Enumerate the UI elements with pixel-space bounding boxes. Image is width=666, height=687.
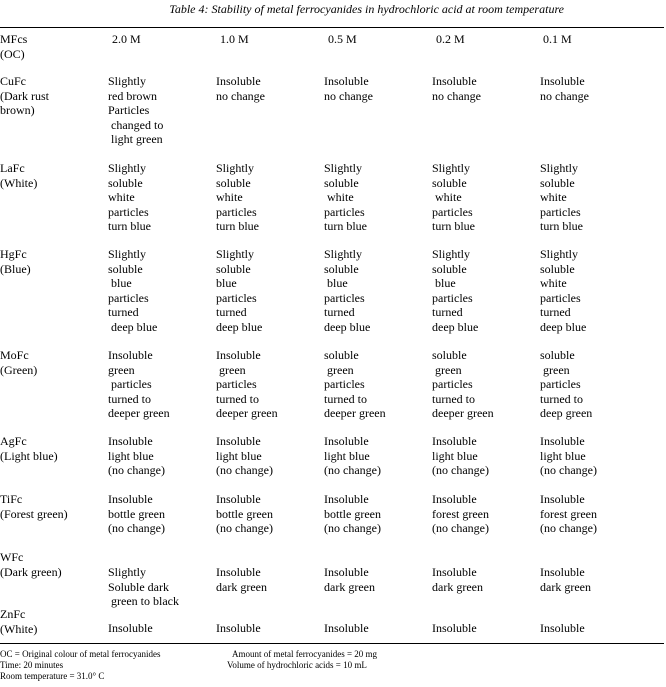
table-cell: Slightly soluble blue particles turned deep blue: [216, 247, 263, 334]
row-label: LaFc (White): [0, 161, 38, 190]
table-cell: Insoluble light blue (no change): [216, 434, 273, 477]
table-cell: Insoluble bottle green (no change): [324, 492, 381, 535]
table-cell: Slightly soluble white particles turn blue: [324, 161, 367, 233]
table-cell: Insoluble light blue (no change): [324, 434, 381, 477]
footnote-volume: Volume of hydrochloric acids = 10 mL: [227, 660, 367, 670]
row-label: TiFc (Forest green): [0, 492, 68, 521]
table-cell: Insoluble: [324, 621, 369, 635]
column-header: 0.1 M: [543, 32, 572, 46]
table-caption: Table 4: Stability of metal ferrocyanides in hydrochloric acid at room temperature: [169, 2, 564, 16]
table-cell: Slightly red brown Particles changed to light green: [108, 74, 164, 146]
table-cell: soluble green particles turned to deeper green: [324, 348, 386, 420]
footnote-time: Time: 20 minutes: [0, 660, 64, 670]
table-cell: Insoluble: [432, 621, 477, 635]
table-cell: Insoluble green particles turned to deeper green: [216, 348, 278, 420]
row-label: WFc (Dark green): [0, 550, 62, 579]
row-label: ZnFc (White): [0, 607, 38, 636]
table-cell: Insoluble green particles turned to deeper green: [108, 348, 170, 420]
table-cell: Insoluble dark green: [324, 565, 375, 594]
table-cell: Slightly soluble white particles turn blue: [108, 161, 151, 233]
table-top-rule: [0, 27, 664, 28]
table-cell: Slightly soluble blue particles turned deep blue: [324, 247, 371, 334]
table-cell: soluble green particles turned to deep green: [540, 348, 593, 420]
row-label: CuFc (Dark rust brown): [0, 74, 49, 117]
table-cell: Insoluble forest green (no change): [432, 492, 489, 535]
table-cell: Insoluble no change: [432, 74, 481, 103]
table-cell: Insoluble light blue (no change): [108, 434, 165, 477]
table-cell: soluble green particles turned to deeper green: [432, 348, 494, 420]
table-cell: Insoluble bottle green (no change): [108, 492, 165, 535]
table-cell: Slightly soluble white particles turn blue: [540, 161, 583, 233]
table-cell: Insoluble no change: [540, 74, 589, 103]
footnote-oc: OC = Original colour of metal ferrocyanides: [0, 649, 161, 659]
column-header: 0.2 M: [436, 32, 465, 46]
table-cell: Insoluble: [216, 621, 261, 635]
table-cell: Slightly soluble white particles turn blue: [216, 161, 259, 233]
column-header: 2.0 M: [112, 32, 141, 46]
table-cell: Insoluble forest green (no change): [540, 492, 597, 535]
footnote-amount: Amount of metal ferrocyanides = 20 mg: [232, 649, 378, 659]
footnote-temperature: Room temperature = 31.0° C: [0, 671, 105, 681]
table-cell: Insoluble: [540, 621, 585, 635]
row-label: MoFc (Green): [0, 348, 38, 377]
table-cell: Insoluble dark green: [540, 565, 591, 594]
table-cell: Slightly soluble white particles turned deep blue: [540, 247, 587, 334]
table-cell: Insoluble: [108, 621, 153, 635]
table-cell: Insoluble dark green: [432, 565, 483, 594]
table-cell: Insoluble bottle green (no change): [216, 492, 273, 535]
table-cell: Slightly soluble blue particles turned deep blue: [108, 247, 158, 334]
row-label: HgFc (Blue): [0, 247, 31, 276]
table-cell: Insoluble dark green: [216, 565, 267, 594]
header-row-label: MFcs (OC): [0, 32, 28, 61]
column-header: 1.0 M: [220, 32, 249, 46]
row-label: AgFc (Light blue): [0, 434, 58, 463]
table-cell: Slightly soluble blue particles turned deep blue: [432, 247, 479, 334]
table-cell: Insoluble light blue (no change): [540, 434, 597, 477]
table-cell: Insoluble no change: [216, 74, 265, 103]
table-cell: Insoluble no change: [324, 74, 373, 103]
table-cell: Slightly soluble white particles turn blue: [432, 161, 475, 233]
table-cell: Slightly Soluble dark green to black: [108, 565, 179, 608]
table-bottom-rule: [0, 643, 664, 644]
column-header: 0.5 M: [328, 32, 357, 46]
table-cell: Insoluble light blue (no change): [432, 434, 489, 477]
